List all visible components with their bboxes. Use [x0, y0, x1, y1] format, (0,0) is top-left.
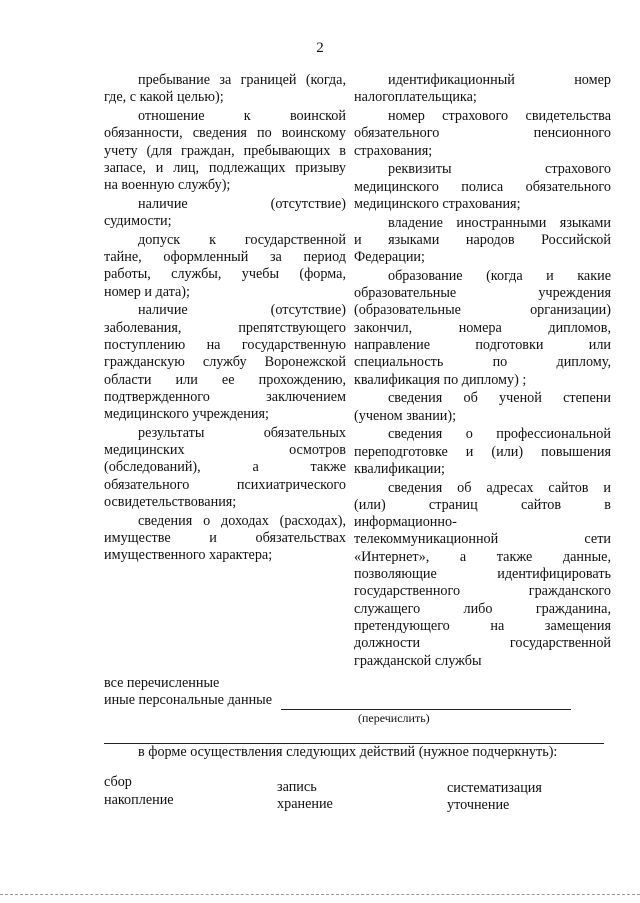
text-line: наличие (отсутствие): [138, 302, 346, 319]
text-line: претендующего на замещения: [354, 617, 611, 634]
text-line: государственного гражданского: [354, 583, 611, 600]
text-line: допуск к государственной: [138, 231, 346, 248]
text-line: на военную службу);: [104, 177, 231, 194]
text-line: медицинского полиса обязательного: [354, 178, 611, 195]
list-item: [354, 161, 611, 213]
other-personal-data-label: иные персональные данные: [104, 692, 272, 708]
text-line: телекоммуникационной сети: [354, 531, 611, 548]
text-line: владение иностранными языками: [388, 214, 611, 231]
text-line: наличие (отсутствие): [138, 195, 346, 212]
text-line: закончил, номера дипломов,: [354, 319, 611, 336]
text-line: медицинских осмотров: [104, 442, 346, 459]
list-item: [354, 108, 611, 160]
list-hint: (перечислить): [358, 711, 430, 725]
list-item: [354, 215, 611, 267]
text-line: квалификации;: [354, 460, 445, 477]
text-line: имущественного характера;: [104, 547, 273, 564]
text-line: медицинского учреждения;: [104, 406, 269, 423]
text-line: номер и дата);: [104, 283, 190, 300]
text-line: сведения о профессиональной: [388, 426, 611, 443]
text-line: «Интернет», а также данные,: [354, 548, 611, 565]
text-line: пребывание за границей (когда,: [138, 72, 346, 88]
text-line: идентификационный номер: [388, 72, 611, 88]
text-line: и языками народов Российской: [354, 231, 611, 248]
list-item: [104, 196, 346, 231]
text-line: результаты обязательных: [138, 424, 346, 441]
text-line: (обследований), а также: [104, 459, 346, 476]
all-listed-option: все перечисленные: [104, 675, 220, 691]
text-line: образовательные учреждения: [354, 285, 611, 302]
text-line: Федерации;: [354, 249, 425, 266]
page-number: 2: [316, 40, 324, 56]
action-systematize: систематизация: [447, 780, 542, 796]
list-item: [354, 390, 611, 425]
text-line: работы, службы, учебы (форма,: [104, 266, 346, 283]
text-line: имуществе и обязательствах: [104, 530, 346, 547]
text-line: сведения об адресах сайтов и: [388, 479, 611, 496]
text-line: образование (когда и какие: [388, 267, 611, 284]
list-item: [104, 302, 346, 423]
text-line: отношение к воинской: [138, 107, 346, 124]
text-line: подтвержденного заключением: [104, 388, 346, 405]
action-store: хранение: [277, 796, 333, 812]
list-item: [354, 480, 611, 670]
text-line: страхования;: [354, 142, 433, 159]
text-line: служащего либо гражданина,: [354, 600, 611, 617]
text-line: учету (для граждан, пребывающих в: [104, 142, 346, 159]
list-item: [354, 72, 611, 107]
text-line: где, с какой целью);: [104, 89, 224, 106]
action-accumulate: накопление: [104, 792, 174, 808]
action-record: запись: [277, 779, 317, 795]
action-refine: уточнение: [447, 797, 510, 813]
text-line: обязанности, сведения по воинскому: [104, 125, 346, 142]
text-line: области или ее прохождению,: [104, 371, 346, 388]
list-item: [104, 108, 346, 194]
text-line: обязательного пенсионного: [354, 125, 611, 142]
text-line: должности государственной: [354, 635, 611, 652]
list-item: [354, 268, 611, 389]
text-line: поступлению на государственную: [104, 337, 346, 354]
list-item: [104, 232, 346, 301]
page-edge-rule: [0, 894, 640, 895]
list-item: [104, 425, 346, 511]
text-line: (ученом звании);: [354, 407, 457, 424]
text-line: заболевания, препятствующего: [104, 319, 346, 336]
text-line: судимости;: [104, 213, 172, 230]
actions-heading: в форме осуществления следующих действий (нужное подчеркнуть):: [138, 744, 558, 760]
text-line: специальность по диплому,: [354, 354, 611, 371]
text-line: гражданской службы: [354, 652, 482, 669]
text-line: запасе, и лиц, подлежащих призыву: [104, 159, 346, 176]
text-line: медицинского страхования;: [354, 195, 521, 212]
right-column: [354, 72, 611, 671]
text-line: позволяющие идентифицировать: [354, 566, 611, 583]
text-line: переподготовке и (или) повышения: [354, 443, 611, 460]
text-line: обязательного психиатрического: [104, 476, 346, 493]
list-item: [104, 72, 346, 107]
text-line: (или) страниц сайтов в: [354, 496, 611, 513]
action-collect: сбор: [104, 774, 132, 790]
left-column: [104, 72, 346, 566]
text-line: квалификация по диплому) ;: [354, 371, 527, 388]
text-line: реквизиты страхового: [388, 161, 611, 178]
text-line: гражданскую службу Воронежской: [104, 354, 346, 371]
text-line: освидетельствования;: [104, 494, 237, 511]
text-line: номер страхового свидетельства: [388, 107, 611, 124]
other-data-fill-line: [281, 709, 571, 710]
text-line: информационно-: [354, 514, 457, 531]
text-line: (образовательные организации): [354, 302, 611, 319]
text-line: сведения об ученой степени: [388, 390, 611, 407]
list-item: [104, 513, 346, 565]
list-item: [354, 426, 611, 478]
text-line: сведения о доходах (расходах),: [138, 512, 346, 529]
text-line: тайне, оформленный за период: [104, 249, 346, 266]
text-line: налогоплательщика;: [354, 89, 477, 106]
text-line: направление подготовки или: [354, 337, 611, 354]
